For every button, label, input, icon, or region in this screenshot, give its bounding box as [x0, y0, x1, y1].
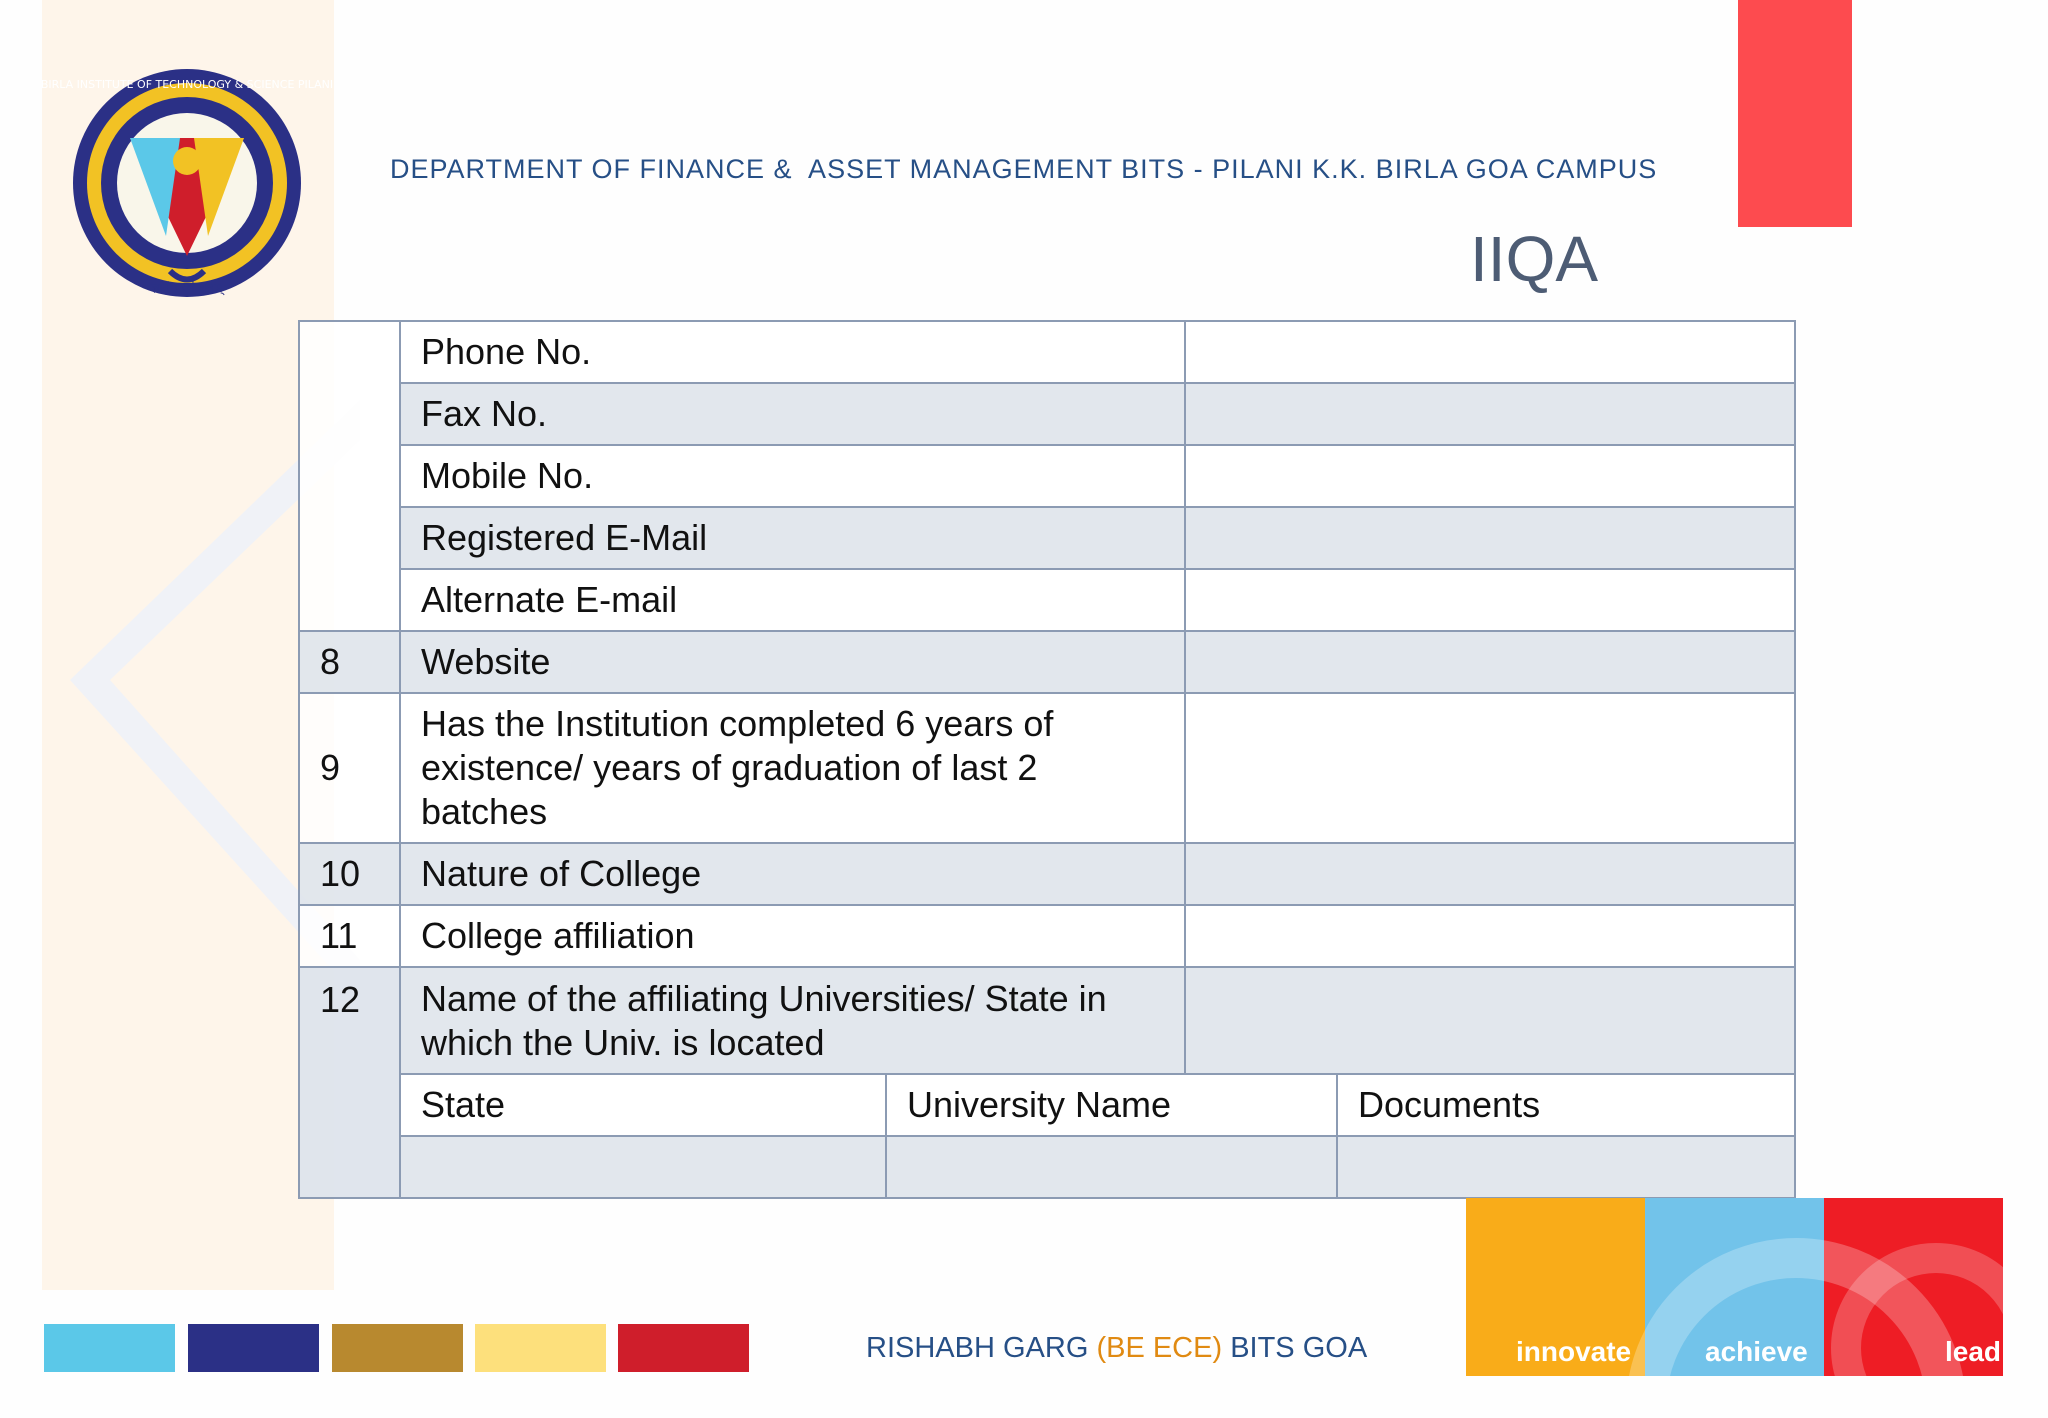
color-swatch [618, 1324, 749, 1372]
row-label-six-years: Has the Institution completed 6 years of existence/ years of graduation of last 2 batches [400, 693, 1185, 843]
row-number: 8 [299, 631, 400, 693]
table-row [299, 507, 1795, 569]
row-label-college-affiliation: College affiliation [400, 905, 1185, 967]
color-swatch [188, 1324, 319, 1372]
row-label-nature-of-college: Nature of College [400, 843, 1185, 905]
row-number: 10 [299, 843, 400, 905]
table-row [299, 1136, 1795, 1198]
documents-cell [1337, 1136, 1795, 1198]
row-value-mobile [1185, 445, 1795, 507]
row-label-fax: Fax No. [400, 383, 1185, 445]
color-swatch [475, 1324, 606, 1372]
motto-tiles [1466, 1198, 2002, 1376]
tile-label: lead [1944, 1336, 2001, 1367]
footer-degree: (BE ECE) [1096, 1332, 1223, 1364]
iiqa-table [298, 320, 1796, 1199]
bits-pilani-logo [40, 66, 334, 300]
row-value-alternate-email [1185, 569, 1795, 631]
row-value-fax [1185, 383, 1795, 445]
row-number: 9 [299, 693, 400, 843]
footer-name: RISHABH GARG [866, 1332, 1089, 1364]
department-heading: DEPARTMENT OF FINANCE & ASSET MANAGEMENT BITS - PILANI K.K. BIRLA GOA CAMPUS [390, 154, 1658, 184]
table-row [299, 445, 1795, 507]
table-row [299, 843, 1795, 905]
column-header-university-name: University Name [886, 1074, 1337, 1136]
color-swatch [44, 1324, 175, 1372]
row-value-six-years [1185, 693, 1795, 843]
table-row [299, 693, 1795, 843]
gear-decoration [1466, 1198, 2002, 1376]
university-name-cell [886, 1136, 1337, 1198]
row-value-affiliating-universities [1185, 967, 1795, 1074]
tile-label: achieve [1705, 1336, 1808, 1367]
row-label-alternate-email: Alternate E-mail [400, 569, 1185, 631]
slide-title: IIQA [1470, 223, 1599, 295]
row-value-nature-of-college [1185, 843, 1795, 905]
footer-author [866, 1332, 1367, 1365]
column-header-documents: Documents [1337, 1074, 1795, 1136]
row-label-phone: Phone No. [400, 321, 1185, 383]
row-label-registered-email: Registered E-Mail [400, 507, 1185, 569]
table-row [299, 569, 1795, 631]
color-swatch [332, 1324, 463, 1372]
row-value-website [1185, 631, 1795, 693]
footer-campus: BITS GOA [1230, 1332, 1368, 1364]
table-row [299, 967, 1795, 1074]
state-cell [400, 1136, 886, 1198]
table-row [299, 383, 1795, 445]
row-label-website: Website [400, 631, 1185, 693]
table-row [299, 905, 1795, 967]
row-number: 11 [299, 905, 400, 967]
logo-motto: ज्ञानं परमं बलम् [151, 281, 223, 296]
table-row [299, 1074, 1795, 1136]
row-value-phone [1185, 321, 1795, 383]
row-label-affiliating-universities: Name of the affiliating Universities/ State in which the Univ. is located [400, 967, 1185, 1074]
decorative-red-block [1738, 0, 1852, 227]
row-value-college-affiliation [1185, 905, 1795, 967]
row-number: 12 [299, 967, 400, 1198]
row-value-registered-email [1185, 507, 1795, 569]
column-header-state: State [400, 1074, 886, 1136]
empty-number-cell [299, 321, 400, 631]
tile-label: innovate [1516, 1336, 1632, 1367]
logo-text: BIRLA INSTITUTE OF TECHNOLOGY & SCIENCE PILANI [40, 78, 334, 91]
table-row [299, 321, 1795, 383]
table-row [299, 631, 1795, 693]
row-label-mobile: Mobile No. [400, 445, 1185, 507]
